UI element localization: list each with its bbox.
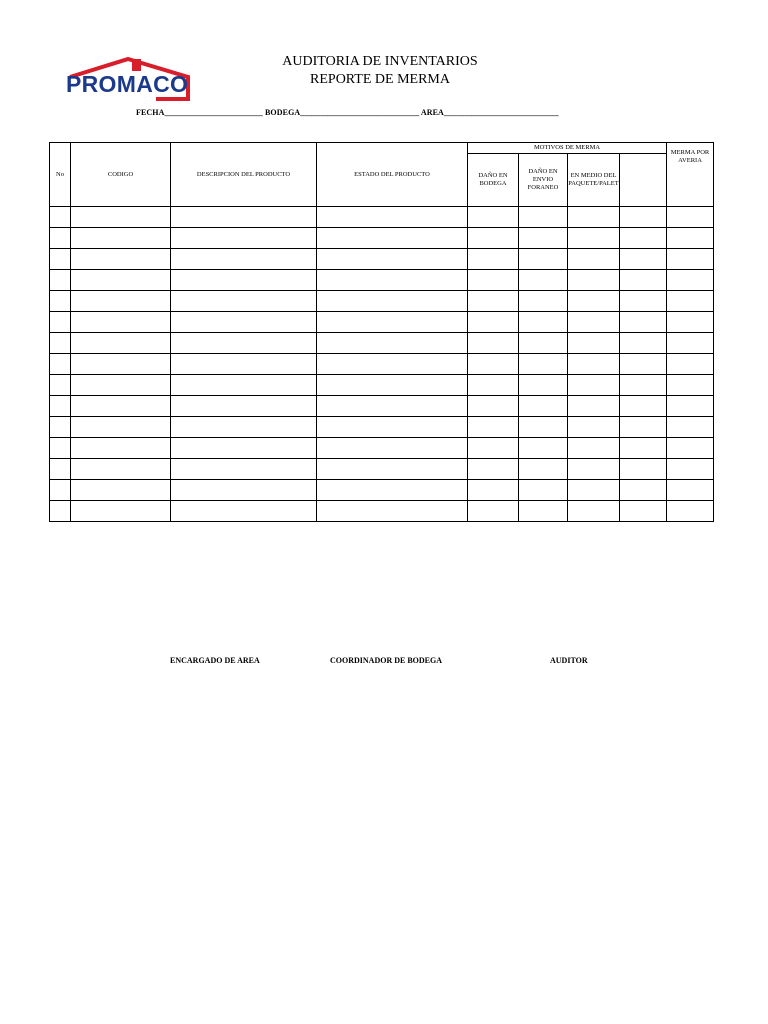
table-cell — [519, 417, 568, 438]
table-cell — [171, 354, 317, 375]
col-header-estado: ESTADO DEL PRODUCTO — [317, 143, 468, 207]
table-row — [50, 270, 714, 291]
table-cell — [317, 228, 468, 249]
signature-auditor: AUDITOR — [550, 656, 588, 665]
table-cell — [171, 270, 317, 291]
table-cell — [568, 333, 620, 354]
table-cell — [620, 228, 667, 249]
table-cell — [620, 270, 667, 291]
table-row — [50, 333, 714, 354]
table-cell — [667, 459, 714, 480]
table-cell — [468, 291, 519, 312]
table-cell — [317, 375, 468, 396]
table-cell — [519, 291, 568, 312]
table-cell — [620, 333, 667, 354]
table-cell — [71, 396, 171, 417]
table-row — [50, 396, 714, 417]
table-cell — [71, 375, 171, 396]
subheader-medio-paquete: EN MEDIO DEL PAQUETE/PALET — [568, 154, 620, 207]
table-cell — [568, 375, 620, 396]
table-cell — [468, 249, 519, 270]
table-body — [50, 207, 714, 522]
table-cell — [171, 291, 317, 312]
table-cell — [71, 312, 171, 333]
table-cell — [568, 249, 620, 270]
table-cell — [667, 375, 714, 396]
table-cell — [519, 459, 568, 480]
report-subtitle: REPORTE DE MERMA — [310, 72, 450, 87]
table-row — [50, 417, 714, 438]
table-cell — [620, 354, 667, 375]
table-cell — [519, 249, 568, 270]
table-cell — [568, 354, 620, 375]
table-cell — [317, 249, 468, 270]
table-cell — [71, 207, 171, 228]
table-cell — [171, 312, 317, 333]
table-cell — [468, 207, 519, 228]
table-cell — [317, 501, 468, 522]
table-cell — [317, 438, 468, 459]
table-cell — [50, 312, 71, 333]
table-cell — [620, 480, 667, 501]
table-cell — [50, 501, 71, 522]
table-cell — [50, 480, 71, 501]
table-cell — [667, 291, 714, 312]
table-cell — [468, 417, 519, 438]
table-cell — [519, 480, 568, 501]
table-cell — [568, 291, 620, 312]
table-cell — [468, 270, 519, 291]
table-row — [50, 459, 714, 480]
table-cell — [171, 438, 317, 459]
table-cell — [171, 501, 317, 522]
table-cell — [519, 375, 568, 396]
subheader-blank — [620, 154, 667, 207]
table-cell — [50, 354, 71, 375]
table-cell — [317, 270, 468, 291]
table-row — [50, 249, 714, 270]
merma-table — [49, 142, 714, 522]
table-cell — [568, 207, 620, 228]
table-cell — [71, 480, 171, 501]
table-cell — [317, 333, 468, 354]
table-cell — [468, 396, 519, 417]
table-cell — [568, 312, 620, 333]
table-cell — [667, 270, 714, 291]
table-cell — [620, 417, 667, 438]
table-cell — [568, 396, 620, 417]
table-cell — [519, 354, 568, 375]
table-cell — [568, 438, 620, 459]
table-cell — [620, 396, 667, 417]
table-cell — [71, 459, 171, 480]
table-cell — [50, 291, 71, 312]
table-cell — [317, 312, 468, 333]
table-cell — [50, 417, 71, 438]
table-cell — [71, 291, 171, 312]
table-cell — [667, 333, 714, 354]
table-cell — [468, 312, 519, 333]
table-cell — [468, 438, 519, 459]
table-cell — [317, 459, 468, 480]
col-header-merma: MERMA POR AVERIA — [667, 143, 714, 207]
table-cell — [171, 249, 317, 270]
table-cell — [620, 438, 667, 459]
table-cell — [620, 291, 667, 312]
table-cell — [568, 228, 620, 249]
table-cell — [71, 501, 171, 522]
table-row — [50, 207, 714, 228]
table-cell — [468, 354, 519, 375]
table-cell — [667, 501, 714, 522]
table-cell — [317, 291, 468, 312]
table-cell — [71, 228, 171, 249]
table-cell — [568, 270, 620, 291]
table-cell — [71, 249, 171, 270]
col-header-codigo: CODIGO — [71, 143, 171, 207]
table-row — [50, 312, 714, 333]
table-cell — [50, 396, 71, 417]
table-cell — [171, 396, 317, 417]
table-cell — [317, 396, 468, 417]
table-cell — [620, 375, 667, 396]
table-row — [50, 354, 714, 375]
table-cell — [50, 459, 71, 480]
table-cell — [519, 501, 568, 522]
table-cell — [519, 270, 568, 291]
table-cell — [667, 480, 714, 501]
table-cell — [50, 249, 71, 270]
signature-coordinador: COORDINADOR DE BODEGA — [330, 656, 443, 665]
subheader-dano-envio: DAÑO EN ENVIO FORANEO — [519, 154, 568, 207]
table-cell — [620, 312, 667, 333]
table-cell — [171, 228, 317, 249]
table-cell — [468, 480, 519, 501]
table-cell — [667, 354, 714, 375]
table-cell — [667, 228, 714, 249]
table-row — [50, 438, 714, 459]
table-row — [50, 228, 714, 249]
table-cell — [468, 333, 519, 354]
table-cell — [667, 417, 714, 438]
table-row — [50, 375, 714, 396]
table-cell — [568, 501, 620, 522]
table-cell — [519, 396, 568, 417]
table-cell — [50, 207, 71, 228]
table-cell — [171, 459, 317, 480]
col-header-descripcion: DESCRIPCION DEL PRODUCTO — [171, 143, 317, 207]
table-cell — [667, 438, 714, 459]
logo-wordmark: PROMACO — [66, 71, 189, 97]
table-cell — [317, 207, 468, 228]
table-cell — [519, 312, 568, 333]
table-cell — [317, 354, 468, 375]
table-row — [50, 291, 714, 312]
table-cell — [667, 312, 714, 333]
table-cell — [568, 480, 620, 501]
report-title: AUDITORIA DE INVENTARIOS — [282, 54, 478, 69]
table-cell — [519, 333, 568, 354]
table-row — [50, 501, 714, 522]
table-cell — [468, 228, 519, 249]
table-cell — [50, 438, 71, 459]
table-cell — [667, 207, 714, 228]
table-cell — [468, 459, 519, 480]
table-cell — [620, 207, 667, 228]
table-cell — [620, 249, 667, 270]
table-cell — [519, 207, 568, 228]
table-cell — [171, 375, 317, 396]
table-cell — [71, 354, 171, 375]
table-cell — [71, 438, 171, 459]
header-fields-line: FECHA________________________ BODEGA_____________________________ AREA____________________________ — [136, 108, 559, 117]
table-cell — [468, 501, 519, 522]
table-cell — [317, 417, 468, 438]
col-header-no: No — [50, 143, 71, 207]
table-row — [50, 480, 714, 501]
table-cell — [667, 396, 714, 417]
table-cell — [568, 459, 620, 480]
table-cell — [171, 480, 317, 501]
group-header-motivos: MOTIVOS DE MERMA — [468, 143, 667, 154]
signature-encargado: ENCARGADO DE AREA — [170, 656, 260, 665]
table-cell — [71, 417, 171, 438]
table-cell — [71, 270, 171, 291]
table-cell — [50, 375, 71, 396]
table-cell — [667, 249, 714, 270]
table-cell — [468, 375, 519, 396]
table-cell — [50, 270, 71, 291]
table-cell — [171, 417, 317, 438]
subheader-dano-bodega: DAÑO EN BODEGA — [468, 154, 519, 207]
table-cell — [317, 480, 468, 501]
table-cell — [171, 333, 317, 354]
table-cell — [568, 417, 620, 438]
table-cell — [620, 501, 667, 522]
table-cell — [519, 228, 568, 249]
table-cell — [620, 459, 667, 480]
table-cell — [50, 333, 71, 354]
table-cell — [519, 438, 568, 459]
table-cell — [71, 333, 171, 354]
table-cell — [50, 228, 71, 249]
table-cell — [171, 207, 317, 228]
